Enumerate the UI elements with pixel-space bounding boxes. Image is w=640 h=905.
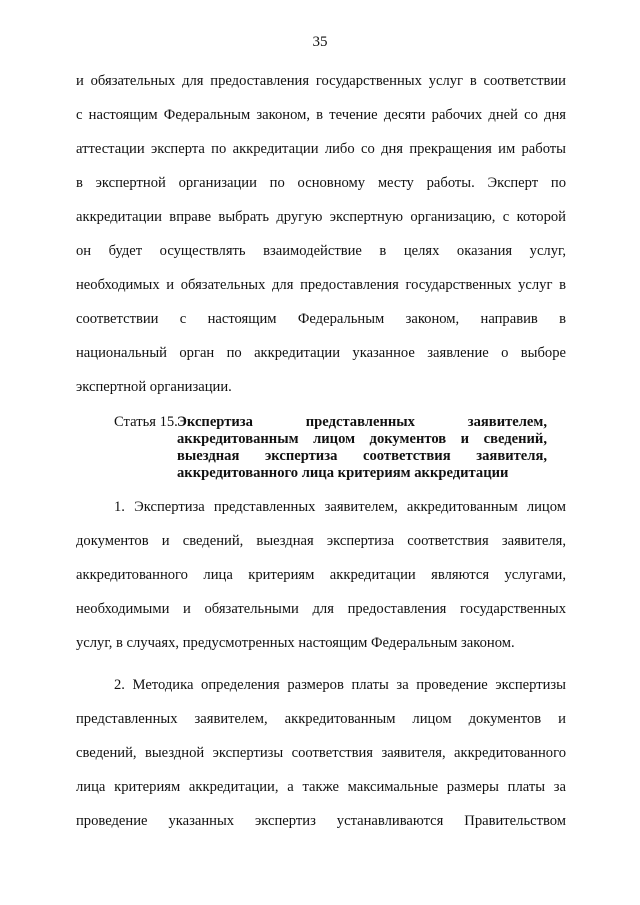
text-line: необходимыми и обязательными для предоставления государственных	[76, 601, 566, 617]
article-heading	[76, 414, 566, 482]
text-line: необходимых и обязательных для предоставления государственных услуг в	[76, 277, 566, 293]
paragraph-2	[76, 668, 566, 838]
article-title-line: выездная экспертиза соответствия заявителя,	[177, 448, 547, 464]
article-title-line: аккредитованного лица критериям аккредитации	[177, 465, 509, 481]
article-title	[177, 414, 547, 482]
paragraph-1	[76, 490, 566, 660]
text-line: 2. Методика определения размеров платы за проведение экспертизы	[114, 677, 566, 693]
text-line: и обязательных для предоставления государственных услуг в соответствии	[76, 73, 566, 89]
text-line: аккредитации вправе выбрать другую экспертную организацию, с которой	[76, 209, 566, 225]
article-label: Статья 15.	[114, 414, 178, 430]
text-line: сведений, выездной экспертизы соответствия заявителя, аккредитованного	[76, 745, 566, 761]
intro-paragraph	[76, 64, 566, 404]
text-line: проведение указанных экспертиз устанавливаются Правительством	[76, 813, 566, 829]
article-title-line: Экспертиза представленных заявителем,	[177, 414, 547, 430]
text-line: услуг, в случаях, предусмотренных настоящим Федеральным законом.	[76, 635, 515, 651]
text-line: лица критериям аккредитации, а также максимальные размеры платы за	[76, 779, 566, 795]
text-line: 1. Экспертиза представленных заявителем, аккредитованным лицом	[114, 499, 566, 515]
text-line: в экспертной организации по основному месту работы. Эксперт по	[76, 175, 566, 191]
text-line: документов и сведений, выездная экспертиза соответствия заявителя,	[76, 533, 566, 549]
document-body	[76, 64, 566, 838]
text-line: аттестации эксперта по аккредитации либо со дня прекращения им работы	[76, 141, 566, 157]
text-line: экспертной организации.	[76, 379, 232, 395]
text-line: соответствии с настоящим Федеральным законом, направив в	[76, 311, 566, 327]
article-title-line: аккредитованным лицом документов и сведений,	[177, 431, 547, 447]
text-line: представленных заявителем, аккредитованным лицом документов и	[76, 711, 566, 727]
text-line: национальный орган по аккредитации указанное заявление о выборе	[76, 345, 566, 361]
page-number: 35	[312, 34, 328, 50]
text-line: с настоящим Федеральным законом, в течение десяти рабочих дней со дня	[76, 107, 566, 123]
text-line: аккредитованного лица критериям аккредитации являются услугами,	[76, 567, 566, 583]
text-line: он будет осуществлять взаимодействие в целях оказания услуг,	[76, 243, 566, 259]
